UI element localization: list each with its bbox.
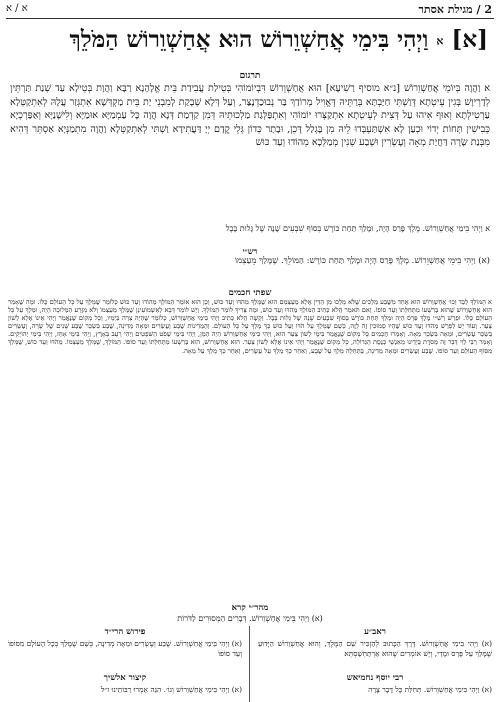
page-label: 2 / מגילת אסתר (418, 3, 492, 16)
commentary-heading: ראב״ע (364, 627, 386, 637)
midrash-line: (א) וַיְהִי בִּימֵי אֲחַשְׁוֵרוֹשׁ. דְּבָרִים הַמְּסוּרִים לַדֹּרוֹת (177, 614, 323, 623)
column-divider (249, 626, 250, 702)
commentary-column (258, 672, 492, 702)
header-divider (6, 18, 494, 19)
shifsei-heading: שפתי חכמים (228, 288, 272, 298)
commentary-text: (א) וַיְהִי בִּימֵי אֲחַשְׁוֵרוֹשׁ. שֶׁבַע וְעֶשְׂרִים וּמֵאָה מְדִינָה, כְּשֵׁם שֶׁמָּלַךְ בְּכָל הָעוֹלָם מִסּוֹפוֹ וְעַד סוֹפוֹ (8, 639, 242, 658)
commentary-text: (א) וַיְהִי בִּימֵי אֲחַשְׁוֵרוֹשׁ וְגוֹ׳. הִנֵּה אָמְרוּ רַבּוֹתֵינוּ ז״ל (100, 685, 242, 694)
verse-letter: א (436, 34, 444, 48)
midrash-heading: מהר״י קרא (231, 603, 269, 613)
verse-marker: [א] (451, 26, 488, 53)
commentary-text: (א) וַיְהִי בִּימֵי אֲחַשְׁוֵרוֹשׁ. דֶּרֶךְ הַכָּתוּב לְהַזְכִּיר שֵׁם הַמֶּלֶךְ, וְהוּא אֲחַשְׁוֵרוֹשׁ הַיָּדוּעַ שֶׁמָּלַךְ עַל פָּרַס וּמָדַי, וְיֵשׁ אוֹמְרִים שֶׁהוּא אַרְתַּחְשַׁסְתְּא (258, 639, 492, 658)
rashi-heading: רש״י (242, 246, 258, 256)
commentary-column (8, 672, 242, 702)
rashi-line: (א) וַיְהִי בִּימֵי אֲחַשְׁוֵרוֹשׁ. מֶלֶךְ פָּרַס הָיָה וּמָלַךְ תַּחַת כּוֹרֶשׁ: הַמּוֹלֵךְ. שֶׁמָּלַךְ מֵעַצְמוֹ (234, 256, 490, 266)
commentary-heading: רבי יוסף נחמיאש (346, 673, 404, 683)
verse-text: וַיְהִי בִּימֵי אֲחַשְׁוֵרוֹשׁ הוּא אֲחַשְׁוֵרוֹשׁ הַמֹּלֵךְ (69, 26, 429, 53)
shifsei-text: א הַמּוֹלֵךְ לְבַד וְכוּ׳ אֲחַשְׁוֵרוֹשׁ הוּא אֶחָד מִשֶּׁבַע מְלָכִים שֶׁלֹּא מָלְכוּ מִן הַדִּין אֶלָּא מֵעַצְמָם הוּא שֶׁמָּלַךְ מִהֹדּוּ וְעַד כּוּשׁ, וְכֵן הוּא אוֹמֵר הַמּוֹלֵךְ מֵהוֹדוּ וְעַד כּוּשׁ כְּלוֹמַר שֶׁמָּלַךְ עַל כָּל הָעוֹלָם כֻּלּוֹ. וּמָה שֶּׁאָמַר הוּא אֲחַשְׁוֵרוֹשׁ שֶׁהוּא בְּרִשְׁעוֹ מִתְּחִלָּתוֹ וְעַד סוֹפוֹ. וְאִם תֹּאמַר הֲלֹא כְּתִיב הַמּוֹלֵךְ מֵהֹדּוּ וְעַד כּוּשׁ, וּמַה צָּרִיךְ לוֹמַר הַמּוֹלֵךְ. וְיֵשׁ לוֹמַר דְּבָא לְאַשְׁמוֹעִינַן שֶׁמָּלַךְ מֵעַצְמוֹ וְלֹא מִזֶּרַע הַמְּלוּכָה הָיָה, וּמָלַךְ עַל כָּל הָעוֹלָם כֻּלּוֹ. וּפֵרֵשׁ רַשִׁ״י מֶלֶךְ פָּרַס הָיָה וּמָלַךְ תַּחַת כּוֹרֶשׁ בְּסוֹף שִׁבְעִים שָׁנָה שֶׁל גָּלוּת בָּבֶל. וְקָשֶׁה הֲלֹא כְּתִיב וַיְהִי בִּימֵי אֲחַשְׁוֵרוֹשׁ, כְּלוֹמַר שֶׁהָיָה צָרָה בְּיָמָיו, וְכָל מָקוֹם שֶׁנֶּאֱמַר וַיְהִי אֵינוֹ אֶלָּא לְשׁוֹן צַעַר. וְעוֹד יֵשׁ לְפָרֵשׁ מֵהֹדּוּ וְעַד כּוּשׁ שֶׁהָיוּ סְמוּכִין זֶה לָזֶה, כְּשֵׁם שֶׁמָּלַךְ עַל הֹדּוּ וְעַל כּוּשׁ כָּךְ מָלַךְ עַל כָּל הָעוֹלָם. וְהַמְּדִינוֹת שֶׁבַע וְעֶשְׂרִים וּמֵאָה מְדִינָה, שֶׁבַע בִּשְׂכַר שֶׁבַע שָׁנִים שֶׁל שָׂרָה, וְעֶשְׂרִים בִּשְׂכַר עֶשְׂרִים, וּמֵאָה בִּשְׂכַר מֵאָה. וְאָמְרוּ חֲכָמִים כָּל מָקוֹם שֶׁנֶּאֱמַר בִּימֵי לְשׁוֹן צַעַר הוּא, וַיְהִי בִּימֵי אֲחַשְׁוֵרוֹשׁ הָיָה הָמָן, וַיְהִי בִּימֵי שְׁפֹט הַשֹּׁפְטִים וַיְהִי רָעָב בָּאָרֶץ, וַיְהִי בִּימֵי אָחָז, וַיְהִי בִּימֵי יְהוֹיָקִים. וְאָמַר רַבִּי לֵוִי דָּבָר זֶה מָסֹרֶת בְּיָדֵינוּ מֵאַנְשֵׁי כְּנֶסֶת הַגְּדוֹלָה, כָּל מָקוֹם שֶׁנֶּאֱמַר וַיְהִי אֵינוֹ אֶלָּא לְשׁוֹן צַעַר. הוּא אֲחַשְׁוֵרוֹשׁ, הוּא בְּרִשְׁעוֹ מִתְּחִלָּתוֹ וְעַד סוֹפוֹ. הַמּוֹלֵךְ, שֶׁמָּלַךְ מֵעַצְמוֹ. מֵהֹדּוּ וְעַד כּוּשׁ, שֶׁמָּלַךְ מִסּוֹף הָעוֹלָם וְעַד סוֹפוֹ. שֶׁבַע וְעֶשְׂרִים וּמֵאָה מְדִינָה, בַּתְּחִלָּה מָלַךְ עַל שֶׁבַע, וְאַחַר כָּךְ מָלַךְ עַל עֶשְׂרִים, וְאַחַר כָּךְ מָלַךְ עַל מֵאָה. (8, 298, 492, 355)
commentary-text: (א) וַיְהִי בִּימֵי אֲחַשְׁוֵרוֹשׁ. תְּחִלַּת כָּל דָּבָר צָרָה (368, 685, 492, 694)
verse-title (12, 26, 488, 66)
commentary-column (8, 626, 242, 672)
rashi-block: א וַיְהִי בִּימֵי אֲחַשְׁוֵרוֹשׁ. מֶלֶךְ פָּרַס הָיָה, וּמָלַךְ תַּחַת כּוֹרֶשׁ בְּסוֹף שִׁבְעִים שָׁנָה שֶׁל גָּלוּת בָּבֶל (225, 224, 490, 233)
targum-heading: תרגום (239, 71, 261, 81)
commentary-column (258, 626, 492, 672)
targum-text: א וַהֲוָה בְּיוֹמֵי אֲחַשְׁוֵרוֹשׁ [נ״א מוסיף רַשִׁיעָא] הוּא אֲחַשְׁוֵרוֹשׁ דִּבְיוֹמוֹהִי בְּטֵילַת עֲבִידַת בֵּית אֱלָהָנָא רַבָּא וַהֲוָת בְּטֵילָא עַד שְׁנַת תַּרְתֵּין לְדָרְיוֶשׁ בְּגִין עֵיטְתָא דְּוַשְׁתִּי חַיַּבְתָּא בְּרַתֵּיהּ דְּאֱוִיל מְרוֹדַךְ בַּר נְבוּכַדְנֶצַּר, וְעַל דְּלָא שְׁבָקַת לְמִבְנֵי יַת בֵּית מַקְדְּשָׁא אִתְגְּזַר עֲלָהּ לְאִתְקַטְּלָא עַרְטִילְתָא וְאוּף אִיהוּ עַל דְּצִית לְעֵיטְתָא אִתְקַצְּרוּ יוֹמוֹהִי וְאִתְפַּלְּגַת מַלְכוּתֵיהּ דְּמִן קַדְמַת דְּנָא הֲוָה כָּל עַמְמַיָּא אוּמַיָּא וְלִישָׁנַיָּא וְאַפַּרְכְיָא כְּבִישִׁין תְּחוֹת יְדוֹי וּכְעַן לָא אִשְׁתַּעְבְּדוּ לֵיהּ מִן בָּגְלַל דָּכֵן, וּבָתַר כְּדוֹן גְּלֵי קֳדָם יְיָ דַּעֲתִידָא וַשְׁתִּי לְאִתְקַטְּלָא וַהֲוָה מִתְמַנְּיָא אַסְתֵּר דְּהִיא מִבְּנַת שָׂרָה דַּחֲיַת מְאָה וְעֶשְׂרִין וּשְׁבַע שְׁנִין מְמַלְּכָא מֵהוֹדוּ וְעַד כּוּשׁ (10, 83, 490, 148)
commentary-heading: קיצור אלשיך (103, 673, 147, 683)
commentary-heading: פירוש הרי״ד (104, 627, 146, 637)
chapter-verse-marker: א / א (6, 3, 28, 14)
